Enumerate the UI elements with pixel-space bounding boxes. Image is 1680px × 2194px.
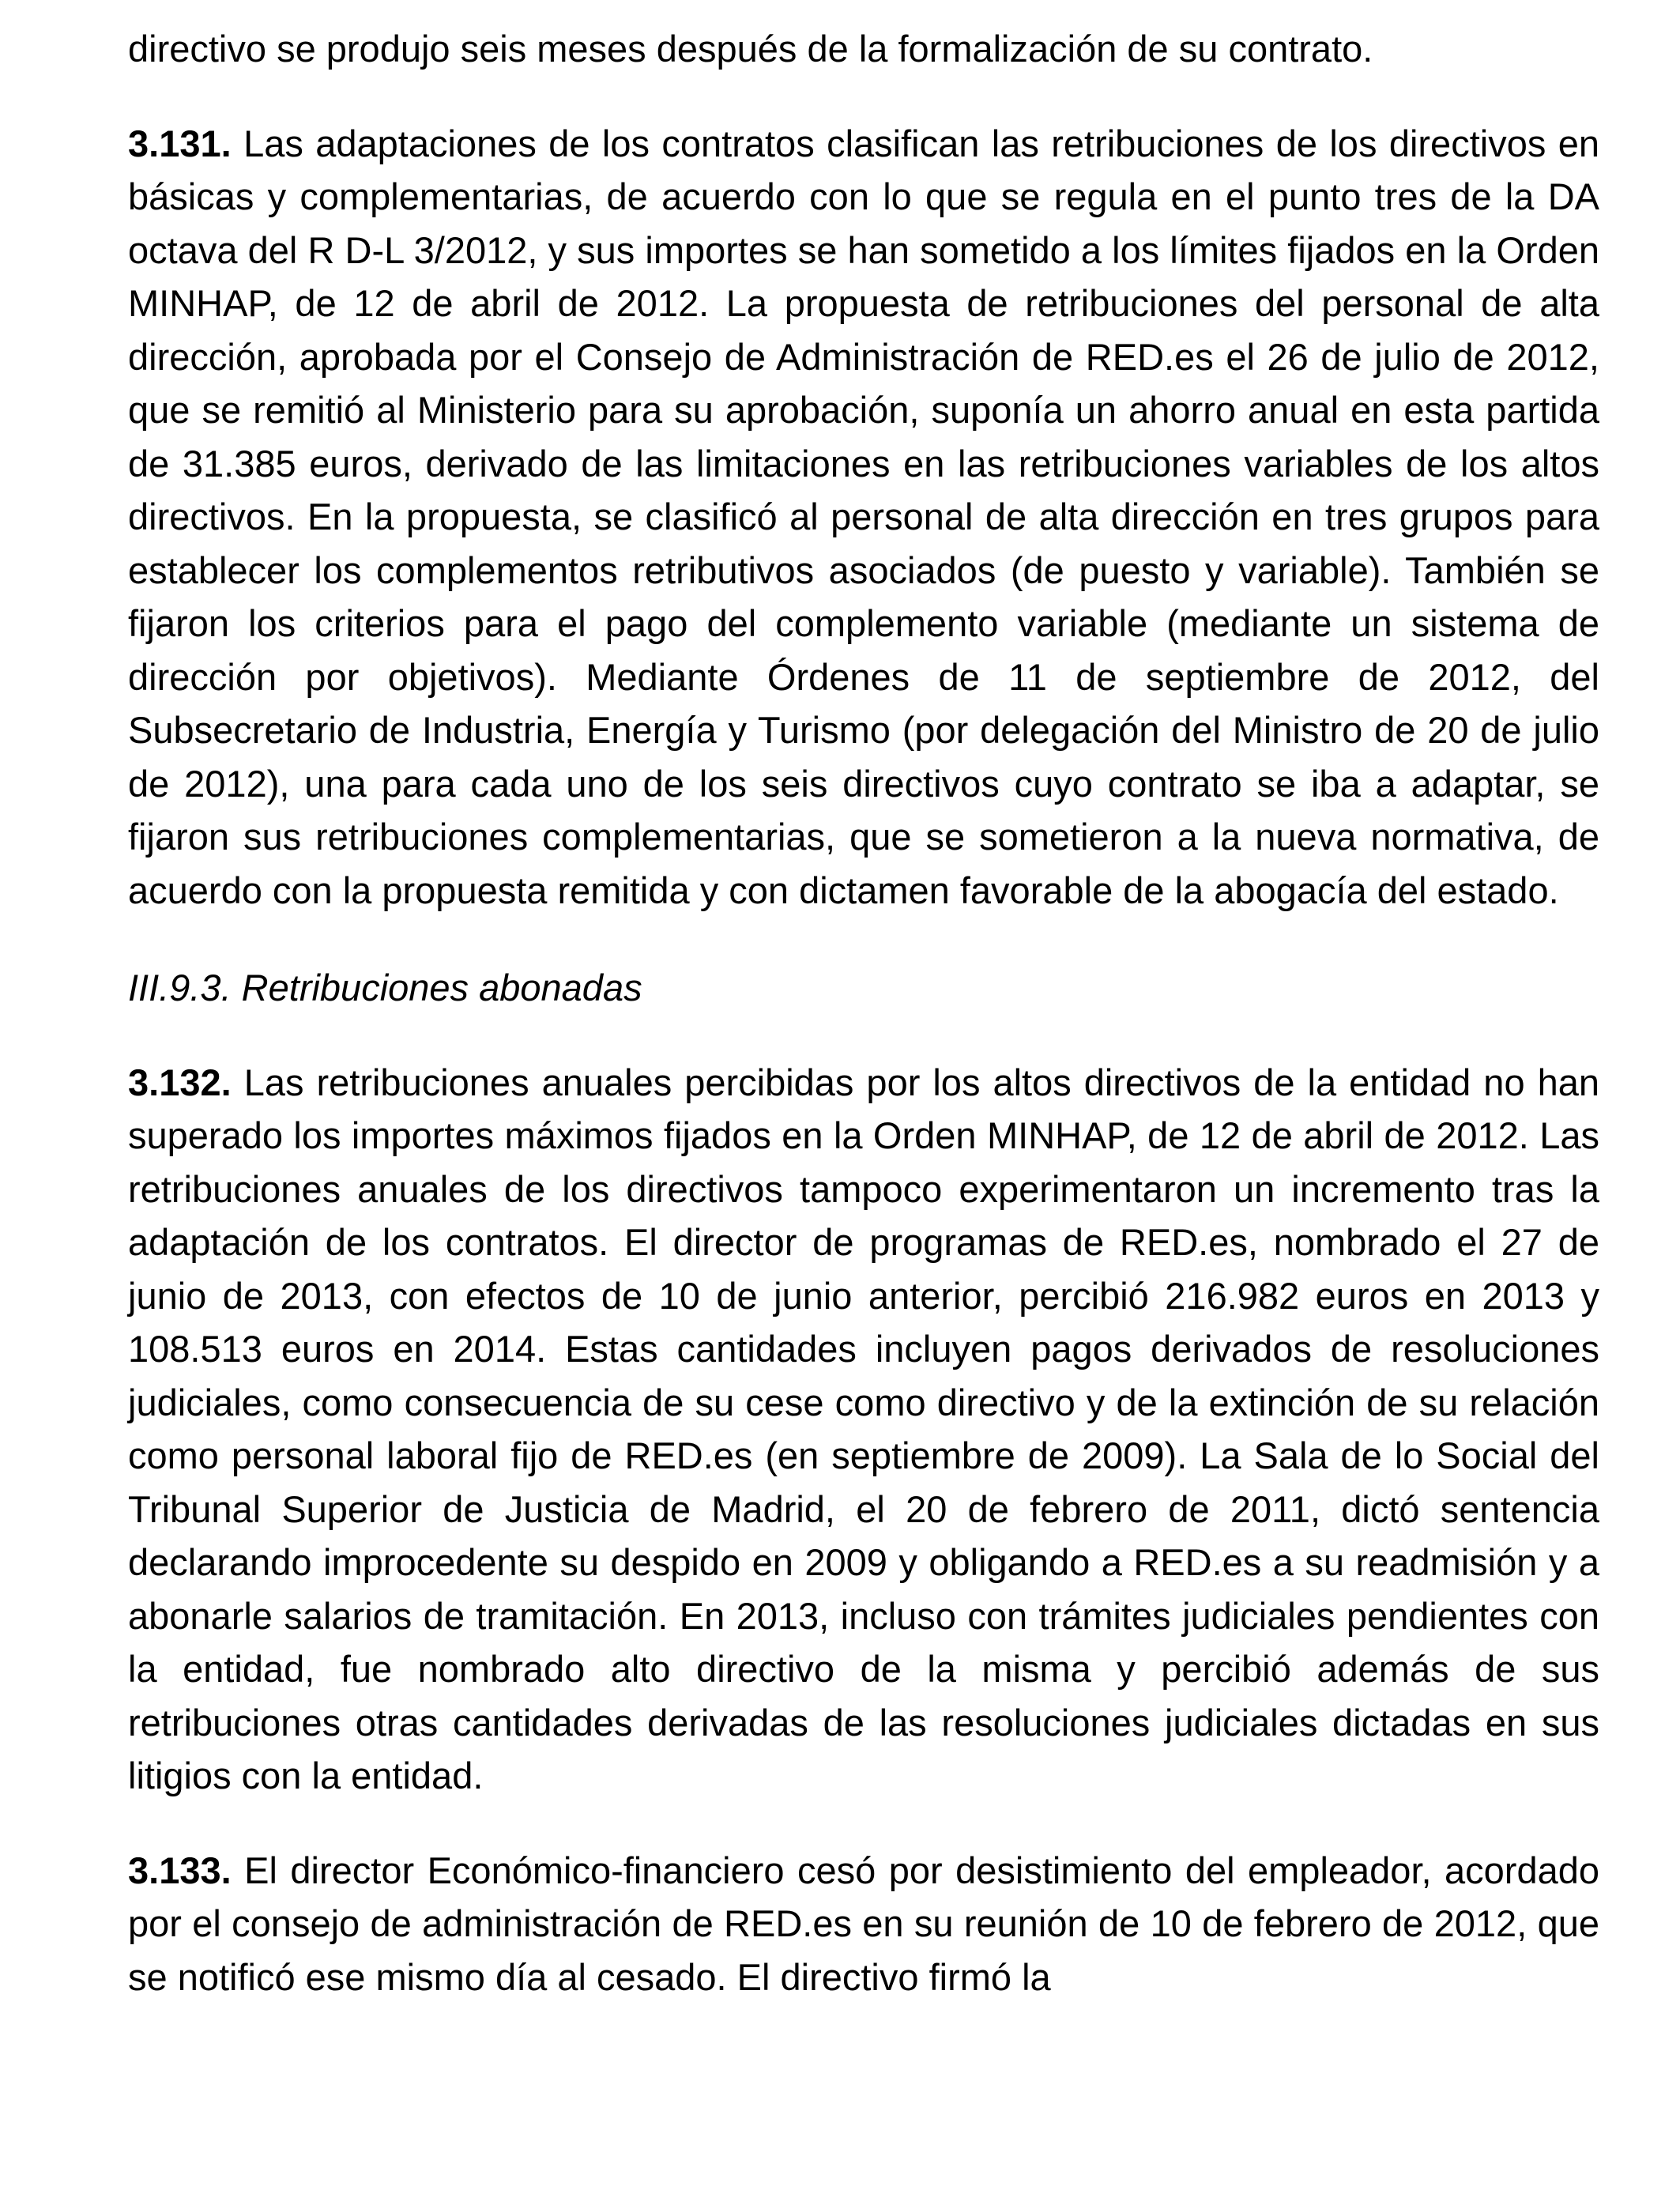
paragraph-spacer <box>128 917 1599 961</box>
paragraph-spacer <box>128 76 1599 117</box>
paragraph-text: Las adaptaciones de los contratos clasifican las retribuciones de los directivos en básicas y complementarias, de acuerdo con lo que se regula en el punto tres de la DA octava del R D-L 3/2012, y sus importes se han sometido a los límites fijados en la Orden MINHAP, de 12 de abril de 2012. La propuesta de retribuciones del personal de alta dirección, aprobada por el Consejo de Administración de RED.es el 26 de julio de 2012, que se remitió al Ministerio para su aprobación, suponía un ahorro anual en esta partida de 31.385 euros, derivado de las limitaciones en las retribuciones variables de los altos directivos. En la propuesta, se clasificó al personal de alta dirección en tres grupos para establecer los complementos retributivos asociados (de puesto y variable). También se fijaron los criterios para el pago del complemento variable (mediante un sistema de dirección por objetivos). Mediante Órdenes de 11 de septiembre de 2012, del Subsecretario de Industria, Energía y Turismo (por delegación del Ministro de 20 de julio de 2012), una para cada uno de los seis directivos cuyo contrato se iba a adaptar, se fijaron sus retribuciones complementarias, que se sometieron a la nueva normativa, de acuerdo con la propuesta remitida y con dictamen favorable de la abogacía del estado. <box>128 122 1599 911</box>
paragraph-spacer <box>128 1803 1599 1844</box>
paragraph-number: 3.131. <box>128 122 232 164</box>
paragraph-number: 3.133. <box>128 1849 232 1891</box>
paragraph-text: El director Económico-financiero cesó por desistimiento del empleador, acordado por el consejo de administración de RED.es en su reunión de 10 de febrero de 2012, que se notificó ese mismo día al cesado. El directivo firmó la <box>128 1849 1599 1998</box>
paragraph-continuation: directivo se produjo seis meses después de la formalización de su contrato. <box>128 28 1373 70</box>
paragraph-3-131 <box>128 117 1599 918</box>
section-heading: III.9.3. Retribuciones abonadas <box>128 967 642 1008</box>
document-page <box>128 22 1599 2004</box>
paragraph-3-133 <box>128 1844 1599 2004</box>
paragraph-3-132 <box>128 1056 1599 1803</box>
paragraph-spacer <box>128 1015 1599 1056</box>
paragraph-text: Las retribuciones anuales percibidas por los altos directivos de la entidad no han superado los importes máximos fijados en la Orden MINHAP, de 12 de abril de 2012. Las retribuciones anuales de los directivos tampoco experimentaron un incremento tras la adaptación de los contratos. El director de programas de RED.es, nombrado el 27 de junio de 2013, con efectos de 10 de junio anterior, percibió 216.982 euros en 2013 y 108.513 euros en 2014. Estas cantidades incluyen pagos derivados de resoluciones judiciales, como consecuencia de su cese como directivo y de la extinción de su relación como personal laboral fijo de RED.es (en septiembre de 2009). La Sala de lo Social del Tribunal Superior de Justicia de Madrid, el 20 de febrero de 2011, dictó sentencia declarando improcedente su despido en 2009 y obligando a RED.es a su readmisión y a abonarle salarios de tramitación. En 2013, incluso con trámites judiciales pendientes con la entidad, fue nombrado alto directivo de la misma y percibió además de sus retribuciones otras cantidades derivadas de las resoluciones judiciales dictadas en sus litigios con la entidad. <box>128 1061 1599 1796</box>
paragraph-number: 3.132. <box>128 1061 232 1103</box>
